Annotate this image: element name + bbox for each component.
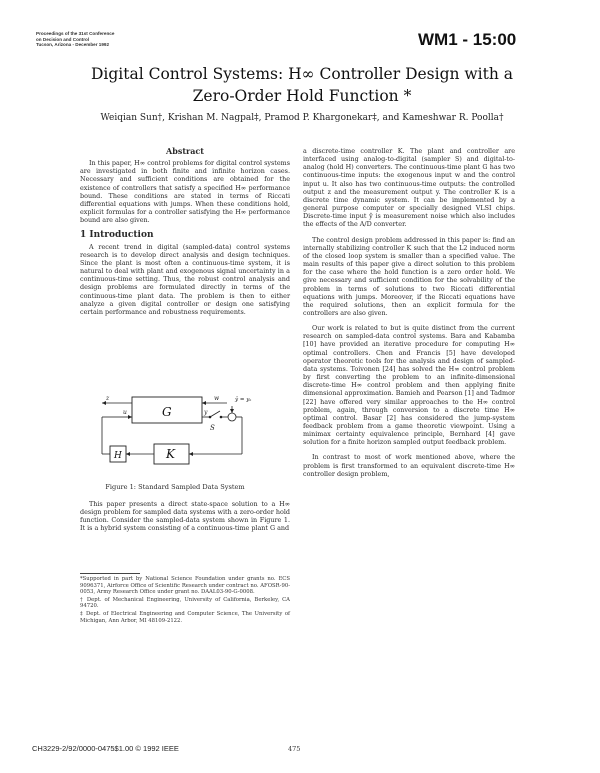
output-y-label: y — [204, 409, 208, 416]
proceedings-line: Tucson, Arizona - December 1992 — [36, 42, 110, 48]
proceedings-line: Proceedings of the 31st Conference — [36, 31, 115, 36]
footnote: *Supported in part by National Science Foundation under grants no. ECS 9096371, Airforce Office of Scientific Research under contract no. AFOSR-90-0053, Army Research Office under grant no. DAAL03-90-G-0008. — [80, 576, 290, 596]
left-column-bottom — [80, 500, 290, 533]
body-paragraph: a discrete-time controller K. The plant and controller are interfaced using analog-to-digital (sampler S) and digital-to-analog (hold H) converters. The continuous-time plant G has two continuous-time inputs: the exogenous input w and the control input u. It also has two continuous-time outputs: the controlled output z and the measurement output y. The controller K is a discrete time dynamic system. It can be implemented by a general purpose computer or specially designed VLSI chips. Discrete-time input ŷ is measurement noise which also includes the effects of the A/D converter. — [303, 147, 515, 229]
body-paragraph: This paper presents a direct state-space solution to a H∞ design problem for sampled data systems with a zero-order hold function. Consider the sampled-data system shown in Figure 1. It is a hybrid system consisting of a continuous-time plant G and — [80, 500, 290, 533]
title-line-1: Digital Control Systems: H∞ Controller Design with a — [90, 65, 514, 83]
figure-caption: Figure 1: Standard Sampled Data System — [105, 483, 245, 491]
footnotes — [80, 576, 290, 625]
sampler-s-label: S — [210, 424, 215, 432]
session-code: WM1 - 15:00 — [418, 30, 517, 49]
section-heading-introduction: 1 Introduction — [80, 230, 154, 241]
footnote: ‡ Dept. of Electrical Engineering and Computer Science, The University of Michigan, Ann Arbor, MI 48109-2122. — [80, 610, 290, 624]
noise-input-label: ŷ = yₖ — [235, 397, 252, 403]
abstract-text: In this paper, H∞ control problems for digital control systems are investigated in both finite and infinite horizon cases. Necessary and sufficient conditions are obtained for the existence of controllers that satisfy a specified H∞ performance bound. These conditions are stated in terms of Riccati differential equations with jumps. When these conditions hold, explicit formulas for a controller satisfying the H∞ performance bound are also given. — [80, 159, 290, 225]
intro-paragraph: A recent trend in digital (sampled-data) control systems research is to develop direct analysis and design techniques. Since the plant is most often a continuous-time system, it is natural to deal with plant and exogenous signal uncertainty in a continuous-time setting. Thus, the robust control analysis and design problems are formulated directly in terms of the continuous-time plant data. The problem is then to either analyze a given digital controller or design one satisfying certain performance and robustness requirements. — [80, 242, 290, 316]
footnote: † Dept. of Mechanical Engineering, University of California, Berkeley, CA 94720. — [80, 596, 290, 610]
sampled-data-system-diagram — [92, 392, 272, 470]
summing-junction — [228, 413, 236, 421]
controller-k-label: K — [166, 447, 175, 461]
body-paragraph: Our work is related to but is quite distinct from the current research on sampled-data control systems. Bara and Kabamba [10] have provided an iterative procedure for computing H∞ optimal controllers. Chen and Francis [5] have developed operator theoretic tools for the analysis and design of sampled-data systems. Toivonen [24] has solved the H∞ control problem by first converting the problem to an infinite-dimensional discrete-time H∞ control problem and then applying finite dimensional approximation. Bamieh and Pearson [1] and Tadmor [22] have offered very similar approaches to the H∞ control problem, again, through conversion to a discrete time H∞ optimal control. Basar [2] has considered the jump-system feedback problem from a game theoretic viewpoint. Using a minimax certainty equivalence principle, Bernhard [4] gave solution for a finite horizon sampled output feedback problem. — [303, 324, 515, 447]
plant-g-label: G — [162, 405, 172, 419]
output-z-label: z — [106, 395, 110, 402]
abstract-heading: Abstract — [166, 146, 204, 156]
proceedings-header — [36, 31, 176, 48]
hold-h-label: H — [114, 451, 122, 461]
page-number: 475 — [288, 745, 301, 753]
copyright-code: CH3229-2/92/0000-0475$1.00 © 1992 IEEE — [32, 744, 179, 753]
input-u-label: u — [123, 409, 127, 416]
author-list: Weiqian Sun†, Krishan M. Nagpal‡, Pramod P. Khargonekar‡, and Kameshwar R. Poolla† — [100, 113, 504, 123]
body-paragraph: The control design problem addressed in this paper is: find an internally stabilizing controller K such that the L2 induced norm of the closed loop system is smaller than a specified value. The main results of this paper give a direct solution to this problem for the case where the hold function is a zero order hold. We give necessary and sufficient condition for the solvability of the problem in terms of solutions to two Riccati differential equations with jumps. Moreover, if the Riccati equations have the required solutions, then an explicit formula for the controllers are also given. — [303, 235, 515, 317]
body-paragraph: In contrast to most of work mentioned above, where the problem is first transformed to an equivalent discrete-time H∞ controller design problem, — [303, 453, 515, 478]
proceedings-line: on Decision and Control — [36, 36, 90, 42]
right-column — [303, 147, 515, 478]
paper-title — [40, 63, 564, 107]
input-w-label: w — [214, 395, 220, 402]
title-line-2: Zero-Order Hold Function * — [192, 87, 412, 105]
footnote-rule — [80, 573, 140, 574]
left-column-top — [80, 147, 290, 316]
